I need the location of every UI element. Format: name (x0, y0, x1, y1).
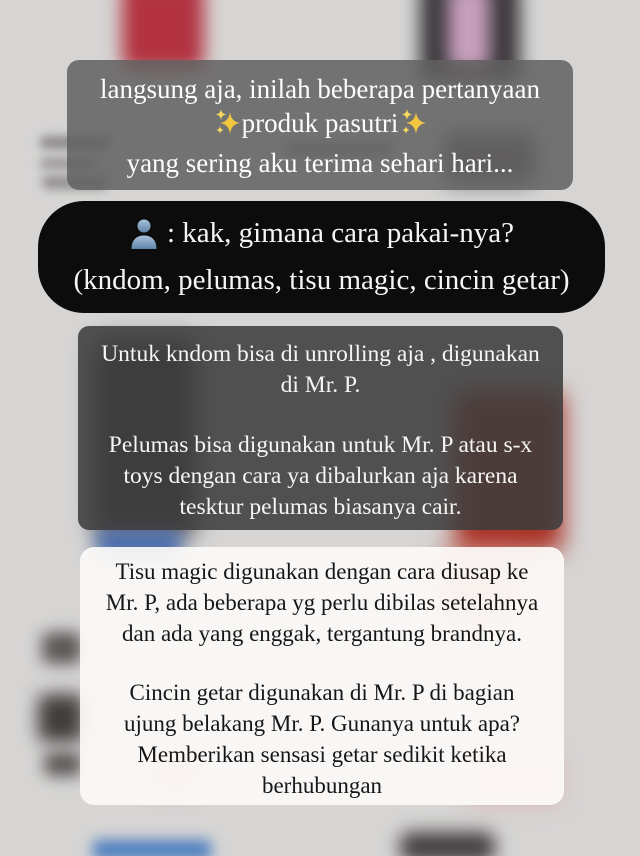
blurred-blue-bar-bottom (93, 840, 211, 856)
answer-card-tissue-ring (80, 547, 564, 805)
answer2-p1-line3: dan ada yang enggak, tergantung brandnya. (121, 621, 523, 646)
question-line-1 (38, 213, 605, 260)
answer1-p2-line3: tesktur pelumas biasanya cair. (179, 494, 462, 520)
answer1-p1-line1: Untuk kndom bisa di unrolling aja , digunakan (101, 341, 540, 367)
answer2-p2-line3: Memberikan sensasi getar sedikit ketika (137, 742, 507, 767)
intro-line-3: yang sering aku terima sehari hari... (126, 148, 514, 178)
intro-card (67, 60, 573, 190)
answer1-p2-line2: toys dengan cara ya dibalurkan aja karena (123, 463, 518, 489)
sparkles-icon (400, 114, 426, 144)
sparkles-icon (214, 114, 240, 144)
intro-line-1: langsung aja, inilah beberapa pertanyaan (99, 74, 541, 104)
question-card (38, 201, 605, 313)
blurred-smudge-left-3 (44, 752, 82, 776)
question-line-1-text: : kak, gimana cara pakai-nya? (166, 217, 514, 249)
answer2-p2-line4: berhubungan (261, 773, 383, 798)
answer1-p2-line1: Pelumas bisa digunakan untuk Mr. P atau s-x (108, 432, 533, 458)
paragraph-gap (78, 401, 563, 430)
blurred-dark-blob-bottom (400, 832, 495, 856)
blurred-smudge-left-2 (38, 694, 84, 742)
question-line-2: (kndom, pelumas, tisu magic, cincin getar) (73, 264, 570, 296)
answer2-p1-line1: Tisu magic digunakan dengan cara diusap ke (115, 559, 529, 584)
blurred-smudge-left-1 (42, 632, 82, 664)
person-icon (129, 224, 159, 256)
paragraph-gap (80, 649, 564, 677)
answer2-p2-line1: Cincin getar digunakan di Mr. P di bagian (129, 680, 515, 705)
intro-line-2-text: produk pasutri (241, 108, 399, 138)
answer2-p1-line2: Mr. P, ada beberapa yg perlu dibilas setelahnya (105, 590, 539, 615)
answer2-p2-line2: ujung belakang Mr. P. Gunanya untuk apa? (123, 711, 521, 736)
intro-line-2 (67, 106, 573, 146)
answer1-p1-line2: di Mr. P. (280, 372, 361, 398)
answer-card-usage (78, 326, 563, 530)
